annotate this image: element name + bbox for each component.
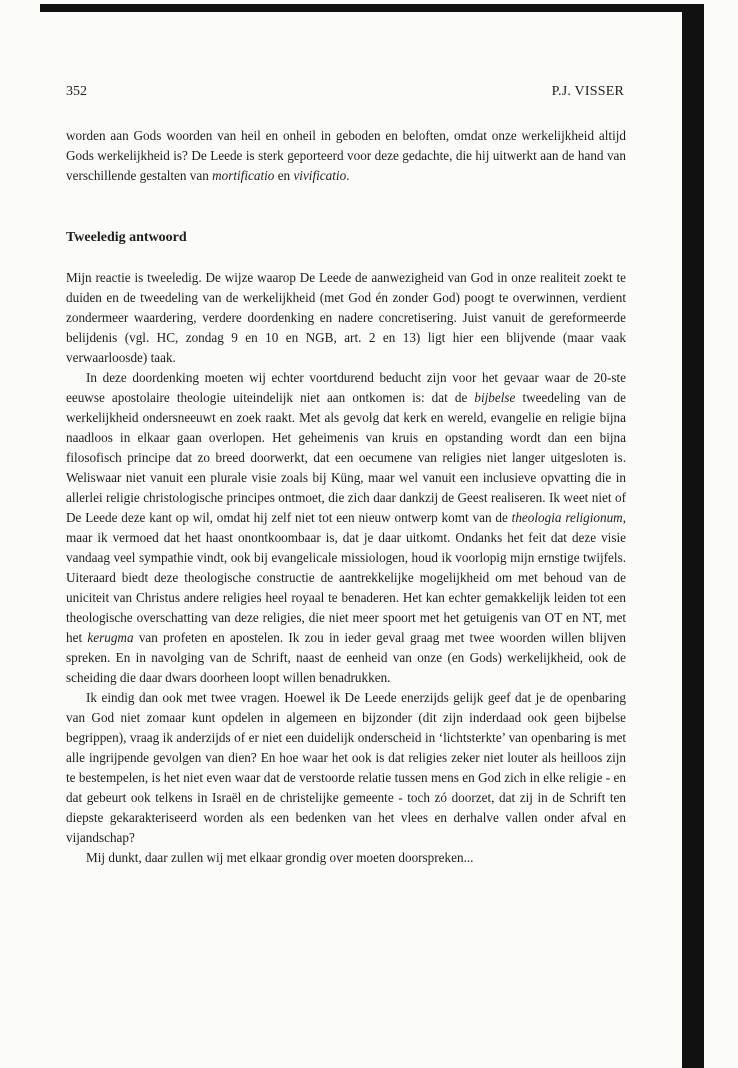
page-body xyxy=(66,126,626,868)
term-mortificatio: mortificatio xyxy=(212,168,275,183)
body-paragraph-2: In deze doordenking moeten wij echter voortdurend beducht zijn voor het gevaar waar de 20-ste eeuwse apostolaire theologie uiteindelijk niet aan ontkomen is: dat de bijbelse tweedeling van de werkelijkheid ondersneeuwt en zoek raakt. Met als gevolg dat kerk en wereld, evangelie en religie bijna naadloos in elkaar gaan overlopen. Het geheimenis van kruis en opstanding wordt dan een bijna filosofisch principe dat zo breed doorwerkt, dat een oecumene van religies niet langer uitgesloten is. Weliswaar niet vanuit een plurale visie zoals bij Küng, maar wel vanuit een inclusieve opvatting die in allerlei religie christologische principes ontmoet, die zich daar dankzij de Geest realiseren. Ik weet niet of De Leede deze kant op wil, omdat hij zelf niet tot een nieuw ontwerp komt van de theologia religionum, maar ik vermoed dat het haast onontkoombaar is, dat je daar uitkomt. Ondanks het feit dat deze visie vandaag veel sympathie vindt, ook bij evangelicale missiologen, houd ik voorlopig mijn ernstige twijfels. Uiteraard biedt deze theologische constructie de aantrekkelijke mogelijkheid om met behoud van de uniciteit van Christus andere religies heel royaal te benaderen. Het kan echter gemakkelijk leiden tot een theologische overschatting van deze religies, die niet meer spoort met het getuigenis van OT en NT, met het kerugma van profeten en apostelen. Ik zou in ieder geval graag met twee woorden willen blijven spreken. En in navolging van de Schrift, naast de eenheid van onze (en Gods) werkelijkheid, ook de scheiding die daar dwars doorheen loopt willen benadrukken. xyxy=(66,370,627,685)
scan-border-right xyxy=(682,4,704,1068)
term-vivificatio: vivificatio xyxy=(293,168,347,183)
body-paragraph-3: Ik eindig dan ook met twee vragen. Hoewel ik De Leede enerzijds gelijk geef dat je de openbaring van God niet zomaar kunt opdelen in algemeen en bijzonder (dit zijn inderdaad ook geen bijbelse begrippen), vraag ik anderzijds of er niet een duidelijk onderscheid in ‘lichtsterkte’ van openbaring is met alle ingrijpende gevolgen van dien? En hoe waar het ook is dat religies zeker niet louter als heilloos zijn te bestempelen, is het niet even waar dat de verstoorde relatie tussen mens en God zich in elke religie - en dat gebeurt ook telkens in Israël en de christelijke gemeente - toch zó doorzet, dat zij in de Schrift ten diepste gekarakteriseerd worden als een bedenken van het vlees en derhalve vallen onder afval en vijandschap? xyxy=(66,690,626,845)
scan-border-top xyxy=(40,4,704,12)
running-head: P.J. VISSER xyxy=(551,84,624,99)
term-theologia-religionum: theologia religionum xyxy=(511,510,623,525)
body-paragraph-1: Mijn reactie is tweeledig. De wijze waarop De Leede de aanwezigheid van God in onze realiteit zoekt te duiden en de tweedeling van de werkelijkheid (met God én zonder God) poogt te overwinnen, verdient zondermeer waardering, verdere doordenking en nadere concretisering. Juist vanuit de gereformeerde belijdenis (vgl. HC, zondag 9 en 10 en NGB, art. 2 en 13) ligt hier een blijvende (maar vaak verwaarloosde) taak. xyxy=(66,270,626,365)
section-heading: Tweeledig antwoord xyxy=(66,230,187,245)
intro-paragraph: worden aan Gods woorden van heil en onheil in geboden en beloften, omdat onze werkelijkheid altijd Gods werkelijkheid is? De Leede is sterk geporteerd voor deze gedachte, die hij uitwerkt aan de hand van verschillende gestalten van mortificatio en vivificatio. xyxy=(66,128,626,183)
term-kerugma: kerugma xyxy=(87,630,134,645)
term-bijbelse: bijbelse xyxy=(474,390,516,405)
body-paragraph-4: Mij dunkt, daar zullen wij met elkaar grondig over moeten doorspreken... xyxy=(86,850,474,865)
page-number: 352 xyxy=(66,84,87,99)
